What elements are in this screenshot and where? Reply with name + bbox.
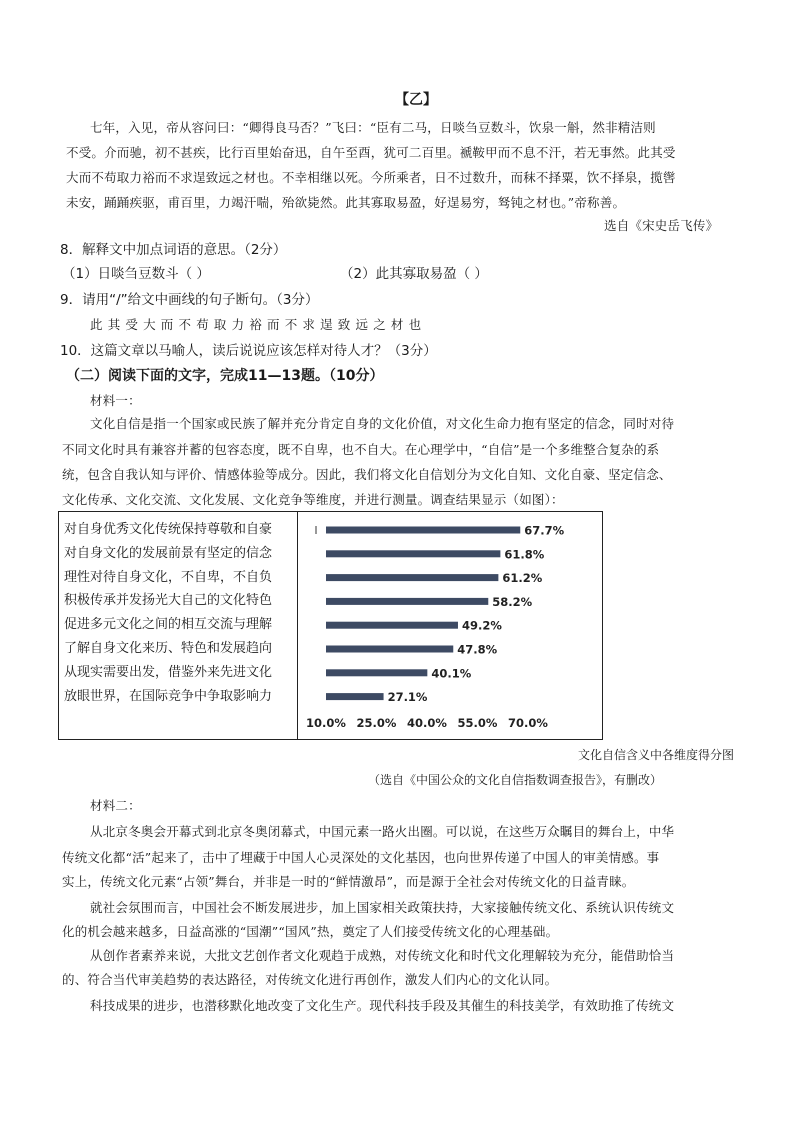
passage-line: 七年，入见，帝从容问曰：“卿得良马否？”飞曰：“臣有二马，日啖刍豆数斗，饮泉一斛，然非精洁则 [90,120,656,135]
question-9-sentence: 此其受大而不苟取力裕而不求逞致远之材也 [90,317,427,332]
material2-line: 的、符合当代审美趋势的表达路径，对传统文化进行再创作，激发人们内心的文化认同。 [62,972,558,987]
data-label: 49.2% [461,618,502,633]
material1-line: 文化传承、文化交流、文化发展、文化竞争等维度，并进行测量。调查结果显示（如图）： [62,492,564,507]
category-label: 对自身文化的发展前景有坚定的信念 [64,545,273,561]
material2-line: 从北京冬奥会开幕式到北京冬奥闭幕式，中国元素一路火出圈。可以说，在这些万众瞩目的舞台上，中华 [90,824,675,839]
data-label: 61.8% [504,547,545,562]
bar [326,527,520,534]
material2-line: 就社会氛围而言，中国社会不断发展进步，加上国家相关政策扶持，大家接触传统文化、系统认识传统文 [90,900,675,915]
x-tick-label: 55.0% [457,716,498,730]
passage-line: 不受。介而驰，初不甚疾，比行百里始奋迅，自午至酉，犹可二百里。褫鞍甲而不息不汗，若无事然。此其受 [66,145,676,160]
passage-line: 大而不苟取力裕而不求逞致远之材也。不幸相继以死。今所乘者，日不过数升，而秣不择粟，饮不择泉，揽辔 [66,170,676,185]
material2-line: 传统文化都“活”起来了，击中了埋藏于中国人心灵深处的文化基因，也向世界传递了中国人的审美情感。事 [62,850,660,865]
chart-caption: 文化自信含义中各维度得分图 [578,748,735,762]
question-8: 8．解释文中加点词语的意思。（2分） [60,242,287,258]
data-label: 47.8% [457,642,498,657]
data-label: 27.1% [387,690,428,705]
material1-line: 文化自信是指一个国家或民族了解并充分肯定自身的文化价值，对文化生命力抱有坚定的信念，同时对待 [90,416,675,431]
question-9: 9．请用“/”给文中画线的句子断句。（3分） [60,292,319,308]
section-heading: （二）阅读下面的文字，完成11—13题。（10分） [66,368,384,384]
material2-line: 科技成果的进步，也潜移默化地改变了文化生产。现代科技手段及其催生的科技美学，有效助推了传统文 [90,998,675,1013]
material2-line: 从创作者素养来说，大批文艺创作者文化观趋于成熟，对传统文化和时代文化理解较为充分，能借助恰当 [90,948,675,963]
chart-source: （选自《中国公众的文化自信指数调查报告》，有删改） [368,773,663,787]
x-tick-label: 10.0% [306,716,346,730]
question-10: 10．这篇文章以马喻人，读后说说应该怎样对待人才？（3分） [60,343,437,359]
x-tick-label: 40.0% [407,716,447,730]
category-label: 放眼世界，在国际竞争中争取影响力 [64,688,273,704]
bar [326,693,384,700]
question-8-item-1: （1）日啖刍豆数斗（ ） [62,266,210,282]
x-tick-label: 70.0% [508,716,548,730]
material2-line: 化的机会越来越多，日益高涨的“国潮”“国风”热，奠定了人们接受传统文化的心理基础。 [62,924,559,939]
data-label: 40.1% [431,666,472,681]
category-label: 从现实需要出发，借鉴外来先进文化 [64,664,273,680]
x-tick-label: 25.0% [356,716,397,730]
data-label: 58.2% [492,594,533,609]
category-label: 积极传承并发扬光大自己的文化特色 [64,593,273,609]
passage-heading: 【乙】 [395,92,437,108]
data-label: 67.7% [524,523,565,538]
bar [326,550,500,557]
bar [326,622,458,629]
category-label: 理性对待自身文化，不自卑，不自负 [64,569,273,585]
question-8-item-2: （2）此其寡取易盈（ ） [340,266,488,282]
material1-label: 材料一： [90,393,141,408]
material2-line: 实上，传统文化元素“占领”舞台，并非是一时的“鲜情激昂”，而是源于全社会对传统文化的日益青睐。 [62,874,635,889]
material1-line: 不同文化时具有兼容并蓄的包容态度，既不自卑，也不自大。在心理学中，“自信”是一个多维整合复杂的系 [62,442,660,457]
passage-source: 选自《宋史岳飞传》 [604,218,719,233]
material2-label: 材料二： [90,798,141,813]
category-label: 促进多元文化之间的相互交流与理解 [64,617,273,633]
bar [326,598,488,605]
category-label: 对自身优秀文化传统保持尊敬和自豪 [64,522,273,537]
bar [326,669,427,676]
data-label: 61.2% [502,571,543,586]
bar [326,574,498,581]
passage-line: 未安，踊踊疾驱，甫百里，力竭汗喘，殆欲毙然。此其寡取易盈，好逞易穷，驽钝之材也。”帝称善。 [66,195,626,210]
material1-line: 统，包含自我认知与评价、情感体验等成分。因此，我们将文化自信划分为文化自知、文化自豪、坚定信念、 [62,467,672,482]
bar [326,646,453,653]
category-label: 了解自身文化来历、特色和发展趋向 [64,641,273,656]
bar-chart [298,512,602,739]
